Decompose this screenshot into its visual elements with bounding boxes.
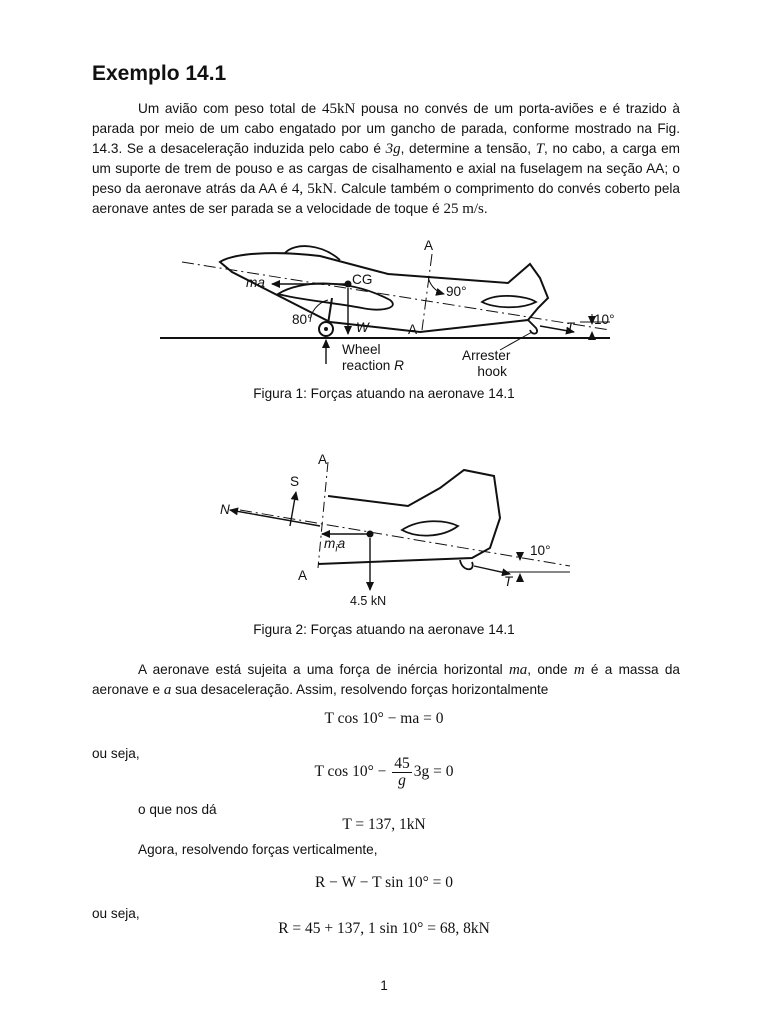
wheel-hub (324, 327, 328, 331)
intro-paragraph (92, 99, 680, 219)
equation-3: T = 137, 1kN (342, 816, 426, 833)
intro-text: . Calcule também o comprimento do convés coberto pela aeronave antes de ser parada se a velocidade de toque é (92, 180, 680, 217)
fig2-angle-10-label: 10° (530, 543, 551, 558)
section-aa-line (422, 254, 432, 330)
aircraft-centerline (182, 262, 610, 330)
fuselage-outline (220, 253, 548, 332)
inertia-paragraph: A aeronave está sujeita a uma força de inércia horizontal ma, onde m é a massa da aeronave e a sua desaceleração. Assim, resolvendo forças horizontalmente (92, 662, 680, 699)
figure-2-caption: Figura 2: Forças atuando na aeronave 14.1 (253, 622, 515, 637)
tailplane (482, 296, 536, 307)
intro-text: pousa no convés de um porta-aviões e é trazido à parada por meio de um cabo engatado por um gancho de parada, conforme mostrado na Fig. 14.3. Se a desaceleração induzida pelo cabo é (92, 101, 680, 156)
intro-text: Um avião com peso total de (138, 101, 322, 116)
axial-force-arrow (230, 510, 320, 526)
arrester-hook (460, 560, 473, 569)
figure-1-caption: Figura 1: Forças atuando na aeronave 14.1 (253, 386, 515, 401)
equation-5: R = 45 + 137, 1 sin 10° = 68, 8kN (278, 920, 490, 937)
fig1-cg-label: CG (352, 272, 373, 287)
intro-text: , determine a tensão, (400, 140, 536, 156)
equation-4: R − W − T sin 10° = 0 (314, 874, 454, 891)
intro-math: 45kN (321, 101, 356, 117)
fig2-section-bottom-label: A (298, 568, 308, 583)
page-number: 1 (380, 978, 388, 993)
fig1-arrester-hook-label: Arrester hook (462, 348, 511, 379)
fig2-axial-label: N (220, 502, 230, 517)
fig2-shear-label: S (290, 474, 300, 489)
fig2-weight-label: 4.5 kN (350, 594, 387, 608)
example-title: Exemplo 14.1 (92, 62, 227, 85)
intro-math: 25 m/s (443, 201, 484, 218)
equation-1: T cos 10° − ma = 0 (324, 710, 444, 727)
fig2-tension-label: T (504, 574, 513, 589)
fig1-angle-90-label: 90° (446, 284, 467, 299)
intro-text: , no cabo, a carga em um suporte de trem de pouso e as cargas de cisalhamento e axial na fuselagem na seção AA; o peso da aeronave atrás da AA é (92, 140, 681, 196)
nos-da-label: o que nos dá (138, 802, 217, 817)
fig1-inertia-label: ma (246, 275, 265, 290)
intro-math: 4, 5kN (291, 180, 334, 197)
intro-math: T (535, 140, 545, 157)
fig1-section-label: A (424, 238, 434, 253)
wing (278, 283, 393, 309)
intro-math: 3g (385, 140, 401, 157)
equation-2: T cos 10° − $\frac{45}{g}$ 3g = 0 (314, 755, 454, 789)
tailplane (402, 521, 458, 535)
ou-seja-label-2: ou seja, (92, 906, 140, 921)
tension-arrow (474, 566, 510, 574)
fig1-wheel-reaction-label: Wheel reaction R (342, 342, 404, 373)
fig1-angle-10-label: 10° (594, 312, 615, 327)
fig1-tension-label: T (566, 320, 575, 335)
fig1-section-bottom-label: A (408, 322, 418, 337)
fig1-angle-80-label: 80° (292, 312, 313, 327)
fig1-weight-label: W (356, 320, 369, 335)
arrester-hook (528, 320, 537, 334)
vertical-forces-paragraph: Agora, resolvendo forças verticalmente, (138, 842, 378, 857)
ou-seja-label-1: ou seja, (92, 746, 140, 761)
fig2-inertia-label: $m_ia$ (324, 536, 346, 555)
figure-2-aircraft-diagram (210, 448, 590, 598)
fig2-section-top-label: A (318, 452, 328, 467)
intro-text: . (483, 201, 488, 217)
